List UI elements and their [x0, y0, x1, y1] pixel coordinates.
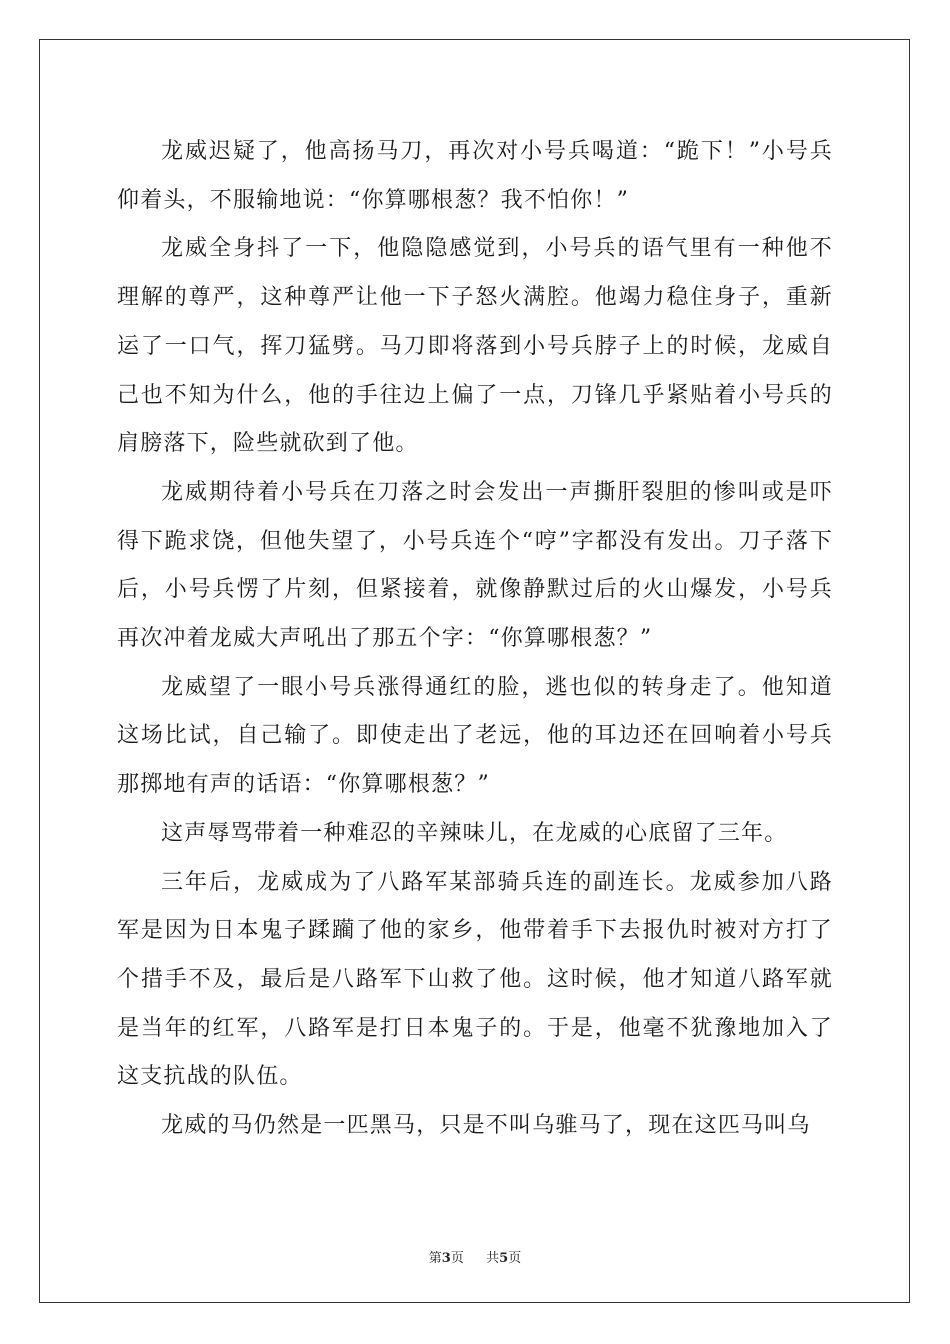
total-pages-label: 共5页 [486, 1251, 522, 1266]
paragraph: 龙威迟疑了，他高扬马刀，再次对小号兵喝道：“跪下！”小号兵仰着头，不服输地说：“你算哪根葱？我不怕你！” [117, 139, 833, 213]
total-page-number: 5 [499, 1251, 509, 1266]
paragraph: 龙威的马仍然是一匹黑马，只是不叫乌骓马了，现在这匹马叫乌 [161, 1113, 811, 1139]
paragraph: 三年后，龙威成为了八路军某部骑兵连的副连长。龙威参加八路军是因为日本鬼子蹂躏了他的家乡，他带着手下去报仇时被对方打了个措手不及，最后是八路军下山救了他。这时候，他才知道八路军就是当年的红军，八路军是打日本鬼子的。于是，他毫不犹豫地加入了这支抗战的队伍。 [117, 869, 833, 1090]
document-body [117, 128, 833, 1151]
paragraph: 龙威望了一眼小号兵涨得通红的脸，逃也似的转身走了。他知道这场比试，自己输了。即使走出了老远，他的耳边还在回响着小号兵那掷地有声的话语：“你算哪根葱？” [117, 674, 833, 798]
page-footer [0, 1247, 950, 1266]
paragraph: 这声辱骂带着一种难忍的辛辣味儿，在龙威的心底留了三年。 [161, 820, 788, 846]
paragraph: 龙威期待着小号兵在刀落之时会发出一声撕肝裂胆的惨叫或是吓得下跪求饶，但他失望了，小号兵连个“哼”字都没有发出。刀子落下后，小号兵愣了片刻，但紧接着，就像静默过后的火山爆发，小号兵再次冲着龙威大声吼出了那五个字：“你算哪根葱？” [117, 479, 833, 652]
paragraph: 龙威全身抖了一下，他隐隐感觉到，小号兵的语气里有一种他不理解的尊严，这种尊严让他一下子怒火满腔。他竭力稳住身子，重新运了一口气，挥刀猛劈。马刀即将落到小号兵脖子上的时候，龙威自己也不知为什么，他的手往边上偏了一点，刀锋几乎紧贴着小号兵的肩膀落下，险些就砍到了他。 [117, 236, 833, 457]
page-number-label: 第3页 [428, 1251, 464, 1266]
current-page-number: 3 [441, 1251, 451, 1266]
